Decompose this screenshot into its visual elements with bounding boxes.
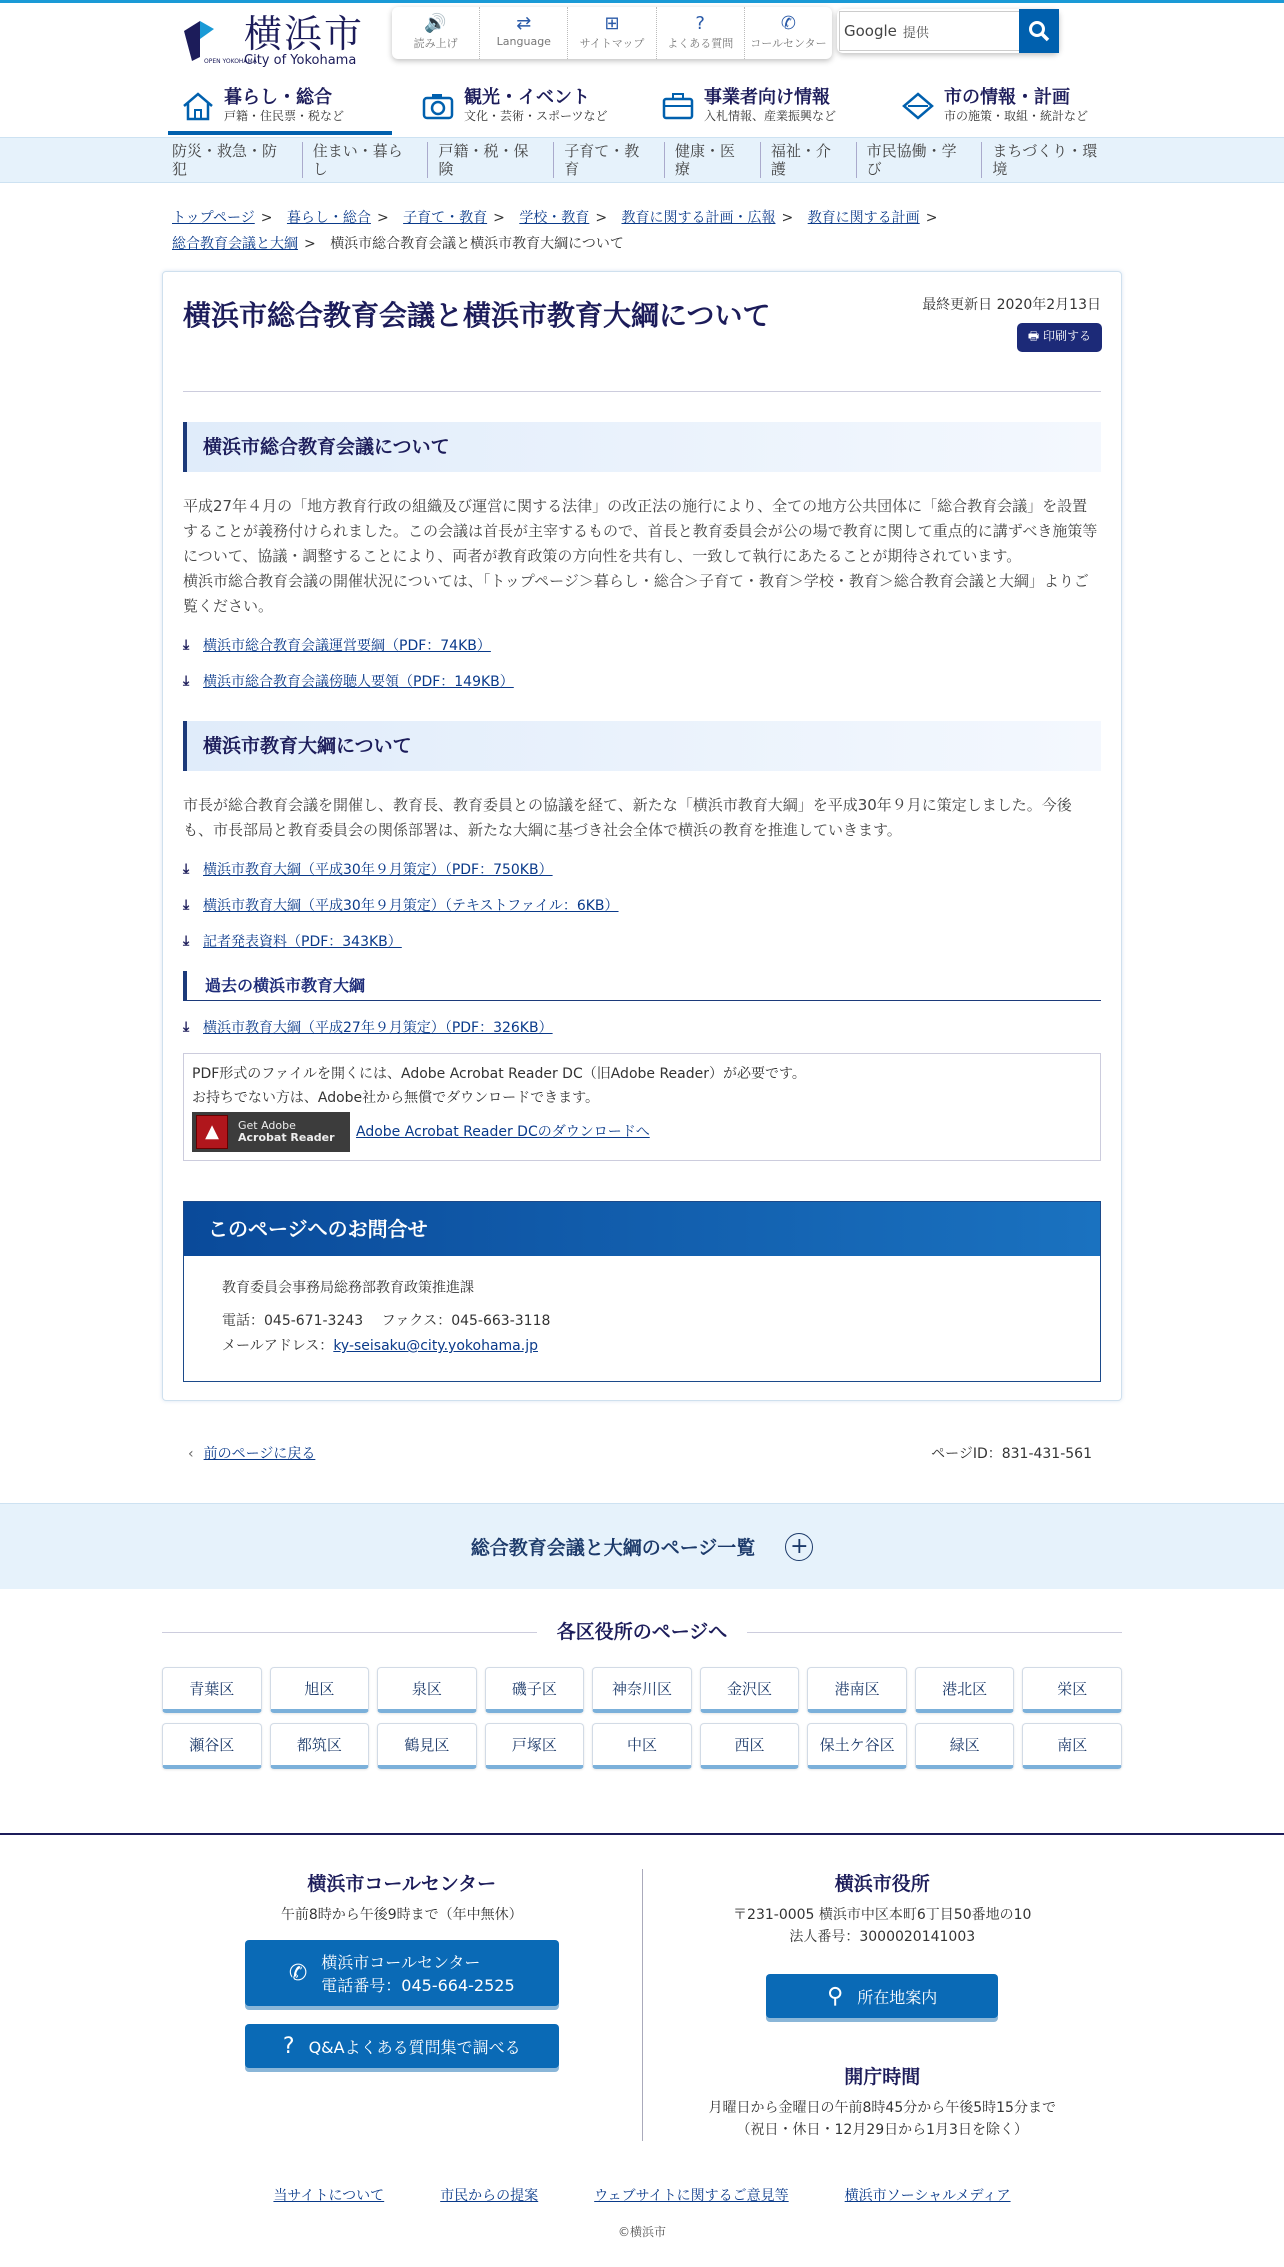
ward-button[interactable]: 鶴見区	[377, 1723, 477, 1769]
ward-button[interactable]: 西区	[700, 1723, 800, 1769]
subnav-item[interactable]: まちづくり・環境	[992, 142, 1098, 178]
faq-button[interactable]: ? Q&Aよくある質問集で調べる	[245, 2024, 559, 2068]
footer-link[interactable]: 市民からの提案	[440, 2188, 539, 2204]
copyright: ©横浜市	[617, 2225, 666, 2239]
contact-phone: 電話：045-671-3243 ファクス：045-663-3118	[222, 1313, 551, 1329]
download-link-item	[183, 931, 1101, 951]
download-link[interactable]: 横浜市教育大綱（平成30年９月策定）（PDF：750KB）	[203, 862, 553, 878]
speaker-icon: 🔊	[424, 13, 447, 34]
util-faq[interactable]: ? よくある質問	[657, 7, 745, 59]
breadcrumb-link[interactable]: トップページ	[172, 210, 255, 226]
subnav-item[interactable]: 福祉・介護	[761, 142, 857, 178]
house-icon	[180, 88, 216, 124]
breadcrumb-link[interactable]: 学校・教育	[519, 210, 590, 226]
map-pin-icon: ⚲	[827, 1983, 844, 2009]
subsection-heading-past: 過去の横浜市教育大綱	[183, 971, 1101, 1001]
ward-button[interactable]: 旭区	[270, 1667, 370, 1713]
footer-links	[162, 2185, 1122, 2205]
subnav-item[interactable]: 戸籍・税・保険	[428, 142, 554, 178]
footer-link[interactable]: 当サイトについて	[273, 2188, 385, 2204]
breadcrumb-link[interactable]: 子育て・教育	[403, 210, 488, 226]
paragraph: 市長が総合教育会議を開催し、教育長、教育委員との協議を経て、新たな「横浜市教育大綱」を平成30年９月に策定しました。今後も、市長部局と教育委員会の関係部署は、新たな大綱に基づき社会全体で横浜の教育を推進していきます。	[183, 796, 1072, 839]
sub-nav	[0, 137, 1284, 183]
subnav-item[interactable]: 健康・医療	[665, 142, 761, 178]
article-box	[162, 271, 1122, 1401]
plus-icon: +	[785, 1533, 813, 1561]
contact-box: このページへのお問合せ 教育委員会事務局総務部教育政策推進課 電話：045-671-3243 ファクス：045-663-3118 メールアドレス：ky-seisaku@city.yokohama.jp	[183, 1201, 1101, 1382]
subnav-item[interactable]: 住まい・暮らし	[303, 142, 429, 178]
logo-kanji: 横浜市	[244, 12, 365, 56]
download-link-item	[183, 859, 1101, 879]
download-link-item	[183, 671, 1101, 691]
search-input[interactable]: Google 提供	[839, 11, 1019, 51]
download-icon: ⤓	[183, 673, 190, 689]
contact-heading: このページへのお問合せ	[184, 1202, 1100, 1256]
svg-text:OPEN YOKOHAMA: OPEN YOKOHAMA	[204, 58, 257, 65]
search-icon	[1028, 20, 1050, 42]
camera-icon	[420, 88, 456, 124]
util-read-aloud[interactable]: 🔊 読み上げ	[392, 7, 480, 59]
paragraph: 平成27年４月の「地方教育行政の組織及び運営に関する法律」の改正法の施行により、全ての地方公共団体に「総合教育会議」を設置することが義務付けられました。この会議は首長が主宰するもので、首長と教育委員会が公の場で教育に関して重点的に講ずべき施策等について、協議・調整することにより、両者が教育政策の方向性を共有し、一致して執行にあたることが期待されています。 横浜市総合教育会議の開催状況については、「トップページ＞暮らし・総合＞子育て・教育＞学校・教育＞総合教育会議と大綱」よりご覧ください。	[183, 497, 1098, 615]
breadcrumb-current: 横浜市総合教育会議と横浜市教育大綱について	[330, 236, 624, 252]
question-icon: ?	[282, 2033, 295, 2059]
call-center-button[interactable]: ✆ 横浜市コールセンター 電話番号：045-664-2525	[245, 1940, 559, 2006]
contact-dept: 教育委員会事務局総務部教育政策推進課	[222, 1280, 474, 1296]
print-button[interactable]: 🖶 印刷する	[1018, 324, 1101, 351]
breadcrumb-link[interactable]: 総合教育会議と大綱	[172, 236, 298, 252]
breadcrumb-link[interactable]: 教育に関する計画・広報	[621, 210, 776, 226]
language-icon: ⇄	[516, 13, 532, 34]
breadcrumb: トップページ > 暮らし・総合 > 子育て・教育 > 学校・教育 > 教育に関する計画・広報 > 教育に関する計画 > 総合教育会議と大綱 > 横浜市総合教育会議と横浜市教育大綱について	[172, 210, 938, 252]
ward-button[interactable]: 栄区	[1022, 1667, 1122, 1713]
chevron-left-icon: ‹	[188, 1446, 194, 1462]
ward-grid	[162, 1667, 1122, 1769]
wards-heading: 各区役所のページへ	[162, 1617, 1122, 1647]
phone-icon: ✆	[780, 13, 796, 34]
ward-button[interactable]: 港南区	[807, 1667, 907, 1713]
subnav-item[interactable]: 防災・救急・防犯	[162, 142, 303, 178]
search-button[interactable]	[1019, 9, 1059, 53]
footer-call-center: 横浜市コールセンター 午前8時から午後9時まで（年中無休） ✆ 横浜市コールセンター 電話番号：045-664-2525 ? Q&Aよくある質問集で調べる	[162, 1869, 642, 2141]
contact-email-link[interactable]: ky-seisaku@city.yokohama.jp	[333, 1338, 538, 1354]
ward-button[interactable]: 南区	[1022, 1723, 1122, 1769]
gnav-tourism[interactable]: 観光・イベント 文化・芸術・スポーツなど	[402, 75, 642, 137]
back-link[interactable]: 前のページに戻る	[203, 1446, 316, 1462]
utility-menu	[392, 7, 832, 59]
logo-mark-icon	[174, 13, 257, 69]
ward-button[interactable]: 金沢区	[700, 1667, 800, 1713]
page-title: 横浜市総合教育会議と横浜市教育大綱について	[183, 299, 771, 332]
download-link-item	[183, 1017, 1101, 1037]
download-icon: ⤓	[183, 1019, 190, 1035]
subnav-item[interactable]: 市民協働・学び	[857, 142, 983, 178]
sitemap-icon: ⊞	[604, 13, 620, 34]
site-logo[interactable]	[174, 13, 364, 69]
briefcase-icon	[660, 88, 696, 124]
util-sitemap[interactable]: ⊞ サイトマップ	[568, 7, 656, 59]
download-icon: ⤓	[183, 637, 190, 653]
ward-button[interactable]: 磯子区	[485, 1667, 585, 1713]
download-link[interactable]: 記者発表資料（PDF：343KB）	[203, 934, 402, 950]
breadcrumb-link[interactable]: 教育に関する計画	[807, 210, 920, 226]
ward-button[interactable]: 都筑区	[270, 1723, 370, 1769]
site-footer	[0, 1833, 1284, 2254]
footer-link[interactable]: 横浜市ソーシャルメディア	[844, 2188, 1011, 2204]
ward-button[interactable]: 緑区	[915, 1723, 1015, 1769]
last-updated: 最終更新日 2020年2月13日	[922, 297, 1101, 313]
global-nav	[162, 75, 1122, 137]
question-icon: ?	[695, 13, 705, 34]
footer-city-hall: 横浜市役所 〒231-0005 横浜市中区本町6丁目50番地の10 法人番号：3000020141003 ⚲ 所在地案内 開庁時間 月曜日から金曜日の午前8時45分から午後5時15分まで （祝日・休日・12月29日から1月3日を除く）	[642, 1869, 1123, 2141]
util-call-center[interactable]: ✆ コールセンター	[745, 7, 832, 59]
ward-button[interactable]: 神奈川区	[592, 1667, 692, 1713]
ward-button[interactable]: 中区	[592, 1723, 692, 1769]
download-link[interactable]: 横浜市総合教育会議傍聴人要領（PDF：149KB）	[203, 674, 514, 690]
location-button[interactable]: ⚲ 所在地案内	[766, 1974, 998, 2018]
site-header	[162, 3, 1122, 75]
util-language[interactable]: ⇄ Language	[480, 7, 568, 59]
logo-english: City of Yokohama	[244, 53, 357, 68]
ward-button[interactable]: 泉区	[377, 1667, 477, 1713]
diamond-icon	[900, 88, 936, 124]
phone-icon: ✆	[288, 1960, 308, 1986]
ward-button[interactable]: 港北区	[915, 1667, 1015, 1713]
download-link-item	[183, 635, 1101, 655]
download-link[interactable]: 横浜市総合教育会議運営要綱（PDF：74KB）	[203, 638, 491, 654]
breadcrumb-link[interactable]: 暮らし・総合	[286, 210, 371, 226]
site-search	[837, 9, 1059, 53]
page-id: ページID：831-431-561	[931, 1446, 1092, 1462]
adobe-download-link[interactable]: Adobe Acrobat Reader DCのダウンロードへ	[356, 1124, 650, 1140]
download-icon: ⤓	[183, 897, 190, 913]
page-list-toggle[interactable]: 総合教育会議と大綱のページ一覧 +	[0, 1503, 1284, 1589]
subnav-item[interactable]: 子育て・教育	[554, 142, 665, 178]
gnav-living[interactable]: 暮らし・総合 戸籍・住民票・税など	[162, 75, 402, 137]
footer-link[interactable]: ウェブサイトに関するご意見等	[594, 2188, 789, 2204]
adobe-reader-badge[interactable]: ▲ Get Adobe Acrobat Reader	[192, 1112, 350, 1152]
adobe-reader-notice: PDF形式のファイルを開くには、Adobe Acrobat Reader DC（旧Adobe Reader）が必要です。 お持ちでない方は、Adobe社から無償でダウンロードできます。 ▲ Get Adobe Acrobat Reader Adobe Acrobat Reader DCのダウンロードへ	[183, 1053, 1101, 1161]
ward-button[interactable]: 瀬谷区	[162, 1723, 262, 1769]
ward-button[interactable]: 戸塚区	[485, 1723, 585, 1769]
download-icon: ⤓	[183, 933, 190, 949]
download-link-item	[183, 895, 1101, 915]
download-link[interactable]: 横浜市教育大綱（平成30年９月策定）（テキストファイル：6KB）	[203, 898, 619, 914]
section-heading-outline: 横浜市教育大綱について	[183, 721, 1101, 771]
printer-icon: 🖶	[1027, 329, 1043, 343]
ward-button[interactable]: 保土ケ谷区	[807, 1723, 907, 1769]
gnav-business[interactable]: 事業者向け情報 入札情報、産業振興など	[642, 75, 882, 137]
gnav-city-info[interactable]: 市の情報・計画 市の施策・取組・統計など	[882, 75, 1122, 137]
section-heading-council: 横浜市総合教育会議について	[183, 422, 1101, 472]
ward-button[interactable]: 青葉区	[162, 1667, 262, 1713]
acrobat-icon: ▲	[196, 1115, 228, 1149]
download-link[interactable]: 横浜市教育大綱（平成27年９月策定）（PDF：326KB）	[203, 1020, 553, 1036]
download-icon: ⤓	[183, 861, 190, 877]
